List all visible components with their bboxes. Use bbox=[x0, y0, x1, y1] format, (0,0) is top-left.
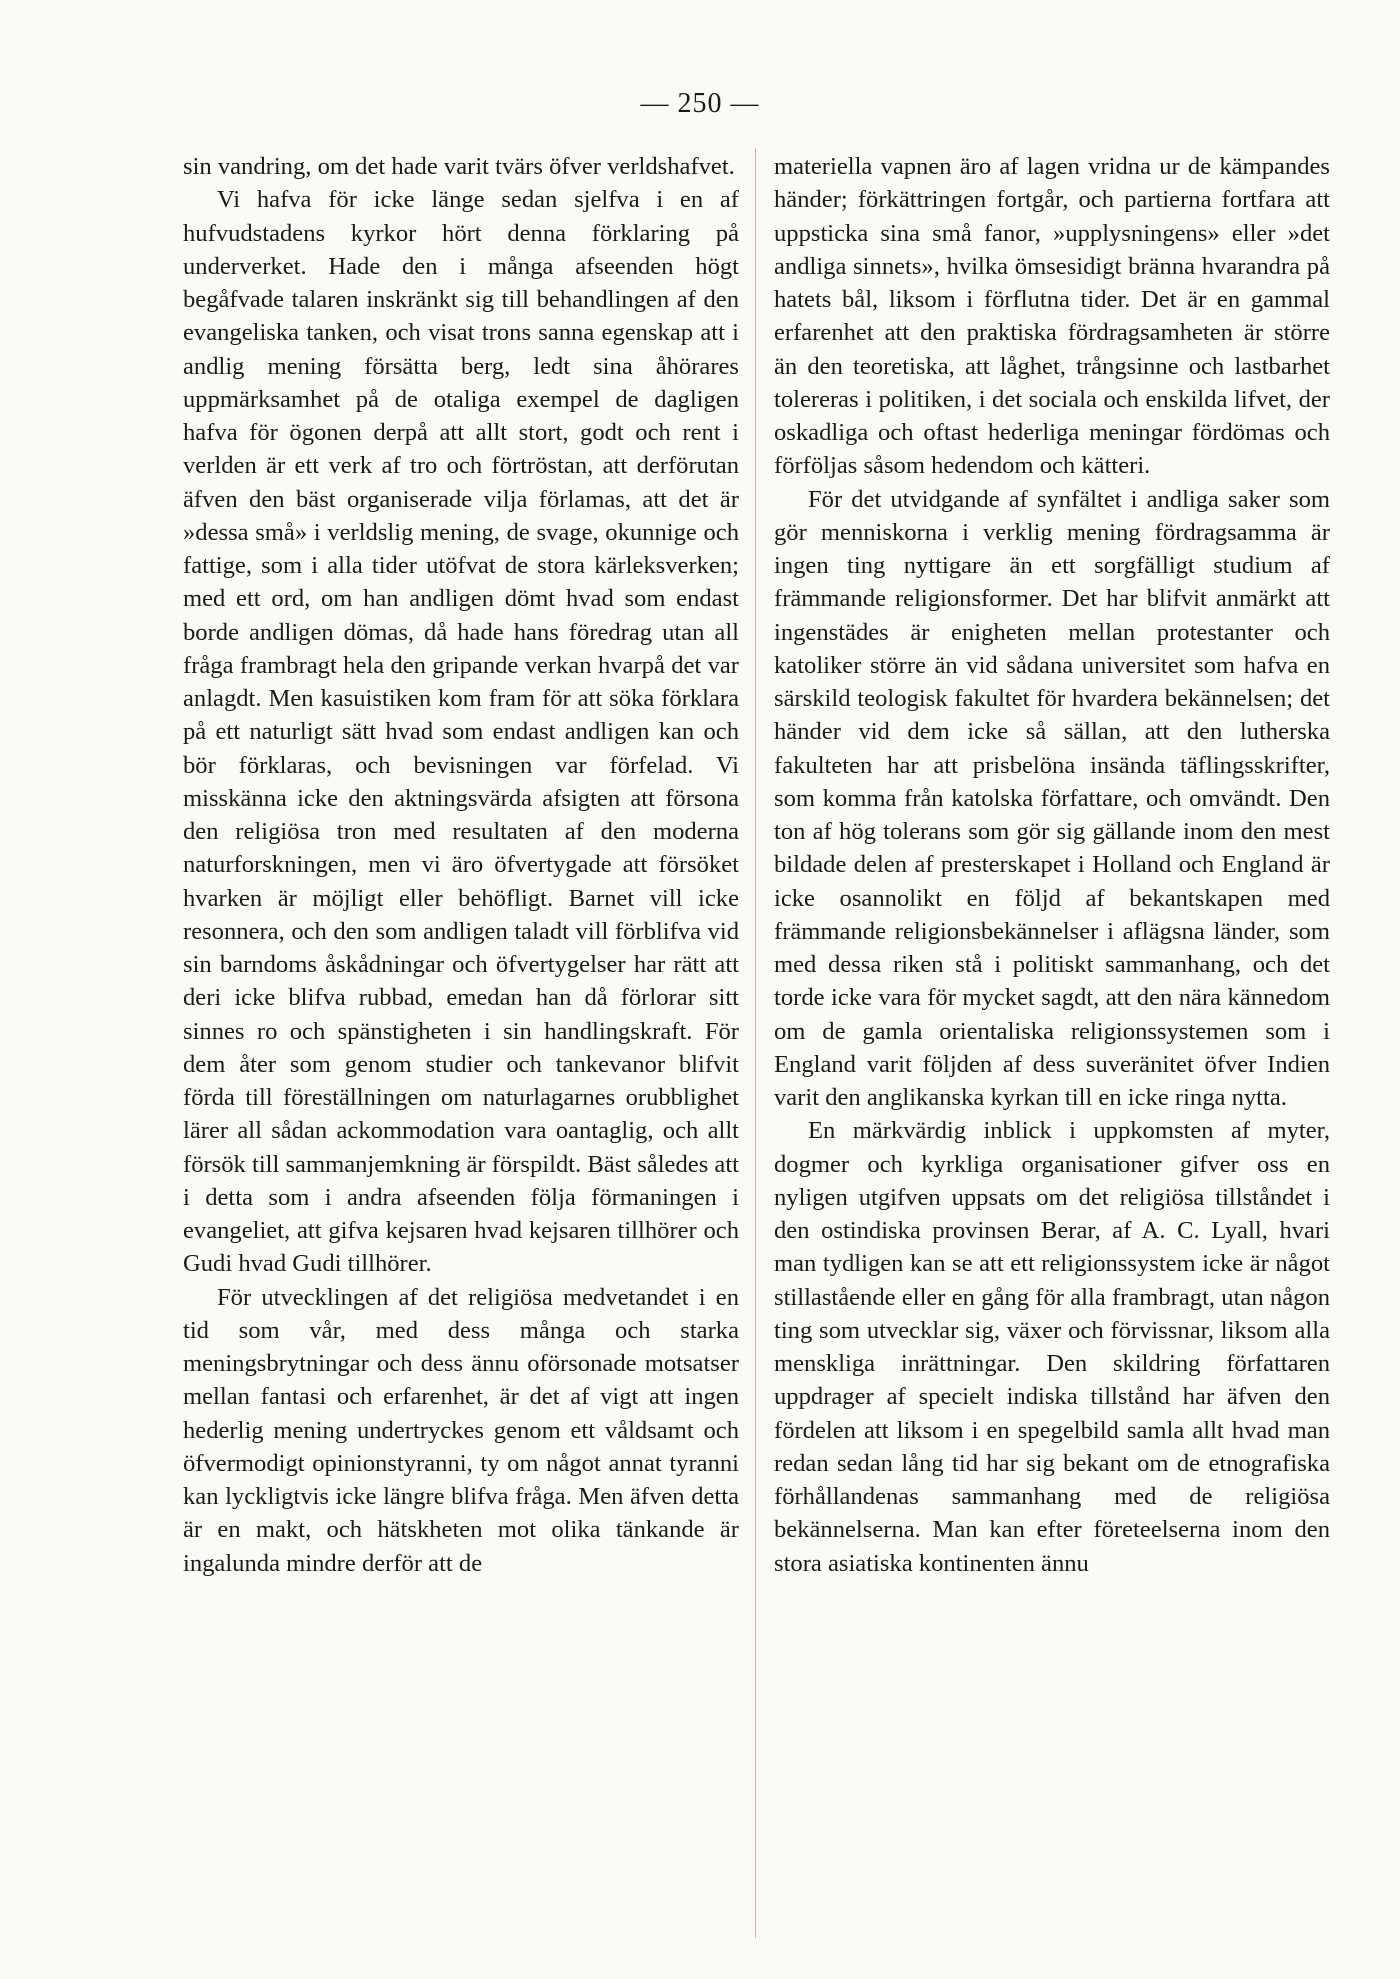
right-column bbox=[774, 150, 1330, 1950]
right-paragraph-1: materiella vapnen äro af lagen vridna ur de kämpandes händer; förkättringen fortgår, och partierna fortfara att uppsticka sina små fanor, »upplysningens» eller »det andliga sinnets», hvilka ömsesidigt bränna hvarandra på hatets bål, liksom i förflutna tider. Det är en gammal erfarenhet att den praktiska fördragsamheten är större än den teoretiska, att låghet, trångsinne och lastbarhet tolereras i politiken, i det sociala och enskilda lifvet, der oskadliga och oftast hederliga meningar fördömas och förföljas såsom hedendom och kätteri. bbox=[774, 153, 1330, 480]
left-paragraph-3: För utvecklingen af det religiösa medvetandet i en tid som vår, med dess många och starka meningsbrytningar och dess ännu oförsonade motsatser mellan fantasi och erfarenhet, är det af vigt att ingen hederlig mening undertryckes genom ett våldsamt och öfvermodigt opinionstyranni, ty om något annat tyranni kan lyckligtvis icke längre blifva fråga. Men äfven detta är en makt, och hätskheten mot olika tänkande är ingalunda mindre derför att de bbox=[183, 1283, 739, 1577]
right-paragraph-3: En märkvärdig inblick i uppkomsten af myter, dogmer och kyrkliga organisationer gifver oss en nyligen utgifven uppsats om det religiösa tillståndet i den ostindiska provinsen Berar, af A. C. Lyall, hvari man tydligen kan se att ett religionssystem icke är något stillastående eller en gång för alla frambragt, utan någon ting som utvecklar sig, växer och förvissnar, liksom alla menskliga inrättningar. Den skildring författaren uppdrager af specielt indiska tillstånd har äfven den fördelen att liksom i en spegelbild samla allt hvad man redan sedan lång tid har sig bekant om de etnografiska förhållandenas sammanhang med de religiösa bekännelserna. Man kan efter företeelserna inom den stora asiatiska kontinenten ännu bbox=[774, 1117, 1330, 1577]
right-paragraph-2: För det utvidgande af synfältet i andliga saker som gör menniskorna i verklig mening fördragsamma är ingen ting nyttigare än ett sorgfälligt studium af främmande religionsformer. Det har blifvit anmärkt att ingenstädes är enigheten mellan protestanter och katoliker större än vid sådana universitet som hafva en särskild teologisk fakultet för hvardera bekännelsen; det händer vid dem icke så sällan, att den lutherska fakulteten har att prisbelöna insända täflingsskrifter, som komma från katolska författare, och omvändt. Den ton af hög tolerans som gör sig gällande inom den mest bildade delen af presterskapet i Holland och England är icke osannolikt en följd af bekantskapen med främmande religionsbekännelser i aflägsna länder, som med dessa riken stå i politiskt sammanhang, och det torde icke vara för mycket sagdt, att den nära kännedom om de gamla orientaliska religionssystemen som i England varit följden af dess suveränitet öfver Indien varit den anglikanska kyrkan till en icke ringa nytta. bbox=[774, 485, 1330, 1111]
column-divider bbox=[755, 148, 756, 1938]
page-number: — 250 — bbox=[640, 88, 760, 119]
left-paragraph-1: sin vandring, om det hade varit tvärs öfver verldshafvet. bbox=[183, 153, 735, 180]
left-column bbox=[183, 150, 739, 1950]
left-paragraph-2: Vi hafva för icke länge sedan sjelfva i en af hufvudstadens kyrkor hört denna förklaring på underverket. Hade den i många afseenden högt begåfvade talaren inskränkt sig till behandlingen af den evangeliska tanken, och visat trons sanna egenskap att i andlig mening försätta berg, ledt sina åhörares uppmärksamhet på de otaliga exempel de dagligen hafva för ögonen derpå att allt stort, godt och rent i verlden är ett verk af tro och förtröstan, att derförutan äfven den bäst organiserade vilja förlamas, att det är »dessa små» i verldslig mening, de svage, okunnige och fattige, som i alla tider utöfvat de stora kärleksverken; med ett ord, om han andligen dömt hvad som endast borde andligen dömas, då hade hans föredrag utan all fråga frambragt hela den gripande verkan hvarpå det var anlagdt. Men kasuistiken kom fram för att söka förklara på ett naturligt sätt hvad som endast andligen kan och bör förklaras, och bevisningen var förfelad. Vi misskänna icke den aktningsvärda afsigten att försona den religiösa tron med resultaten af den moderna naturforskningen, men vi äro öfvertygade att försöket hvarken är möjligt eller behöfligt. Barnet vill icke resonnera, och den som andligen taladt vill förblifva vid sin barndoms åskådningar och öfvertygelser har rätt att deri icke blifva rubbad, emedan han då förlorar sitt sinnes ro och spänstigheten i sin handlingskraft. För dem åter som genom studier och tankevanor blifvit förda till föreställningen om naturlagarnes orubblighet lärer all sådan ackommodation vara oantaglig, och allt försök till sammanjemkning är förspildt. Bäst således att i detta som i andra afseenden följa förmaningen i evangeliet, att gifva kejsaren hvad kejsaren tillhörer och Gudi hvad Gudi tillhörer. bbox=[183, 186, 739, 1278]
